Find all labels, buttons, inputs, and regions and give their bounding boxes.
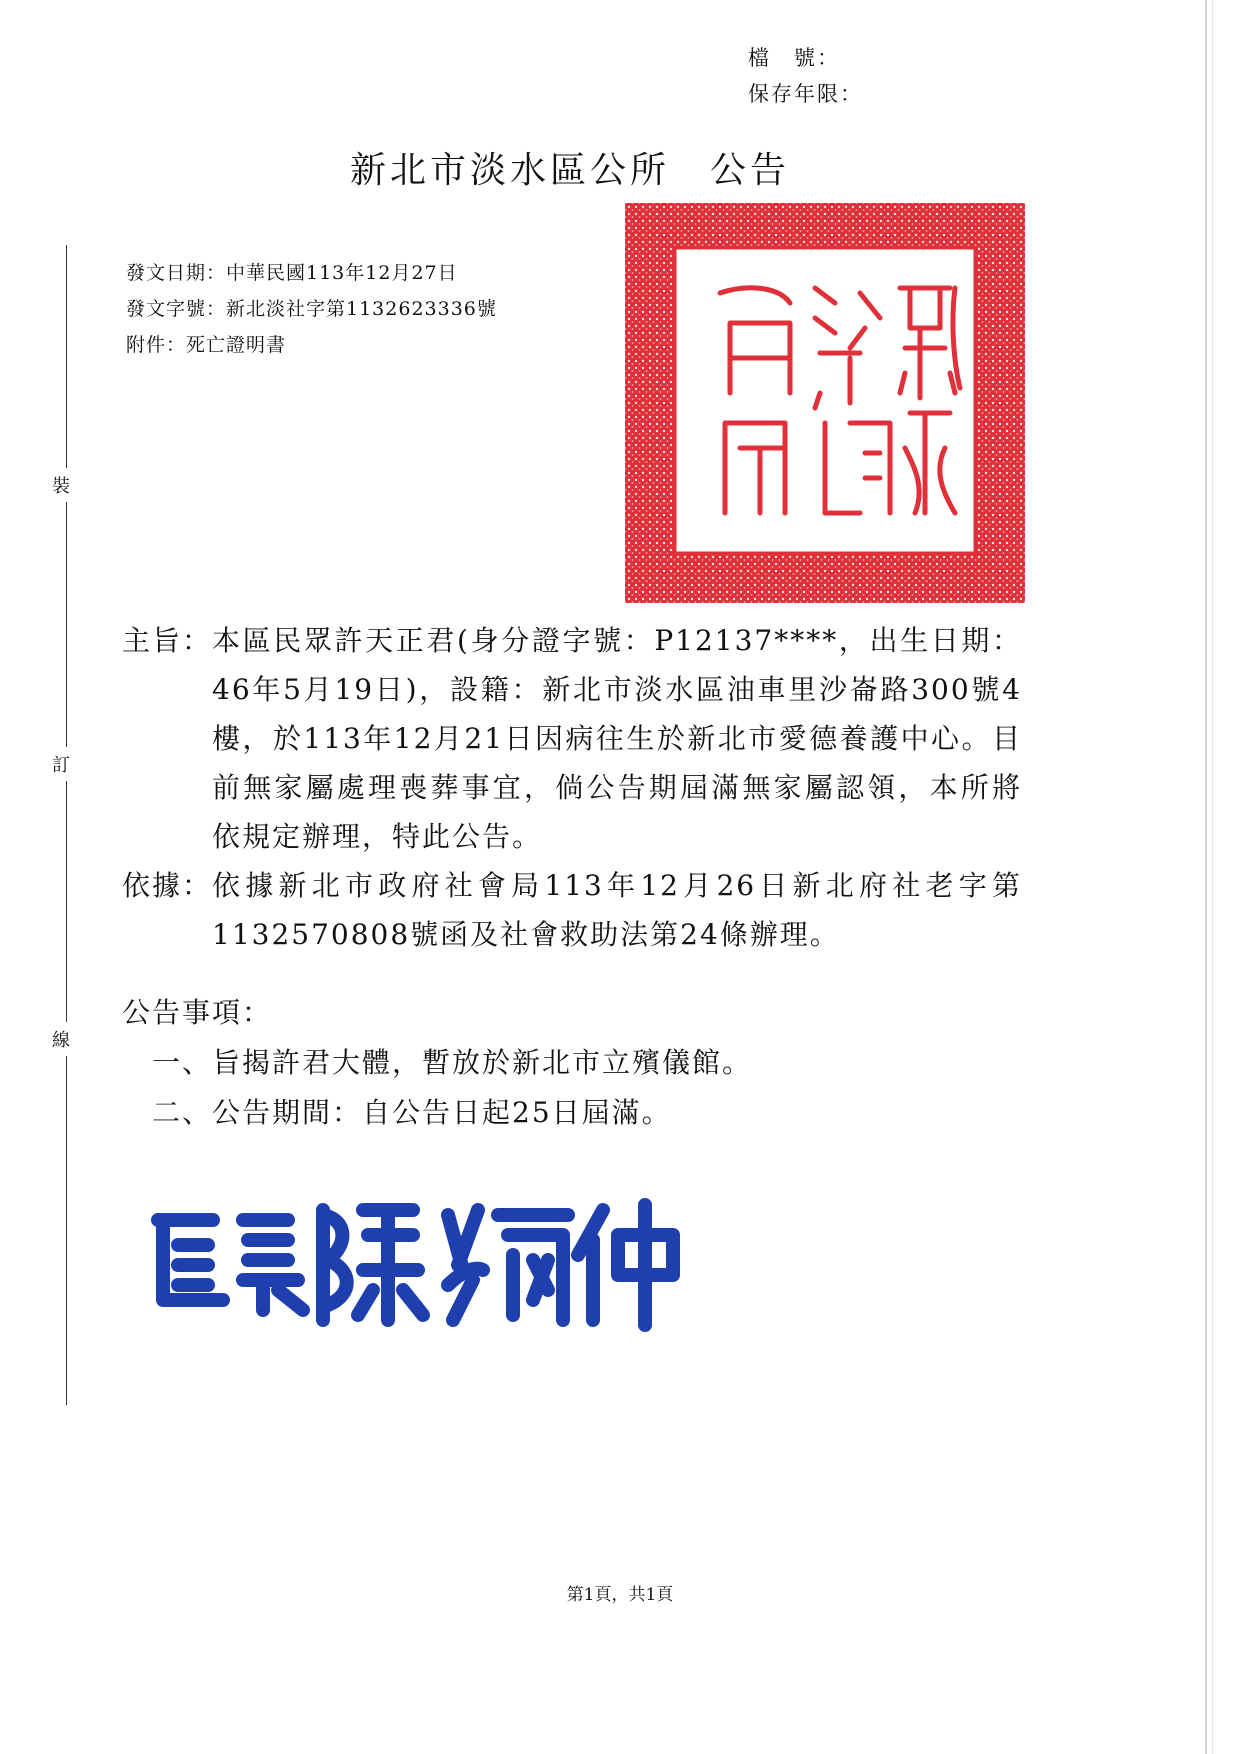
notice-item: 二、公告期間：自公告日起25日屆滿。 bbox=[152, 1096, 672, 1129]
attachment: 附件：死亡證明書 bbox=[126, 334, 287, 356]
notice-items bbox=[122, 988, 752, 1138]
dispatch-date: 發文日期：中華民國113年12月27日 bbox=[126, 262, 458, 284]
document-title bbox=[0, 142, 1140, 193]
basis-text: 依據新北市政府社會局113年12月26日新北府社老字第1132570808號函及社會救助法第24條辦理。 bbox=[212, 869, 1022, 951]
agency-name: 新北市淡水區公所 bbox=[349, 150, 670, 191]
retention-label: 保存年限： bbox=[748, 82, 863, 106]
binding-line bbox=[66, 245, 67, 1405]
page-footer: 第1頁，共1頁 bbox=[566, 1585, 674, 1605]
director-signature bbox=[148, 1190, 708, 1340]
official-seal bbox=[620, 198, 1030, 608]
subject-text: 本區民眾許天正君(身分證字號：P12137****，出生日期：46年5月19日)，設籍：新北市淡水區油車里沙崙路300號4樓，於113年12月21日因病往生於新北市愛德養護中心。目前無家屬處理喪葬事宜，倘公告期屆滿無家屬認領，本所將依規定辦理，特此公告。 bbox=[212, 624, 1022, 853]
document-type: 公告 bbox=[710, 150, 791, 191]
basis-label: 依據： bbox=[122, 869, 213, 902]
basis-paragraph bbox=[122, 861, 1022, 959]
subject-paragraph bbox=[122, 616, 1022, 861]
subject-label: 主旨： bbox=[122, 624, 213, 657]
scan-edge bbox=[1205, 0, 1207, 1754]
scan-edge-inner bbox=[1212, 0, 1213, 1754]
dispatch-number: 發文字號：新北淡社字第1132623336號 bbox=[126, 298, 497, 320]
notice-heading: 公告事項： bbox=[122, 996, 273, 1029]
dispatch-meta bbox=[126, 255, 497, 363]
binding-mark-xian: 線 bbox=[52, 1022, 70, 1056]
binding-mark-zhuang: 裝 bbox=[52, 468, 70, 502]
file-meta bbox=[748, 40, 863, 112]
announcement-body bbox=[122, 616, 1022, 959]
notice-item: 一、旨揭許君大體，暫放於新北市立殯儀館。 bbox=[152, 1046, 753, 1079]
file-number-label: 檔 號： bbox=[748, 46, 840, 70]
binding-mark-ding: 訂 bbox=[52, 747, 70, 781]
